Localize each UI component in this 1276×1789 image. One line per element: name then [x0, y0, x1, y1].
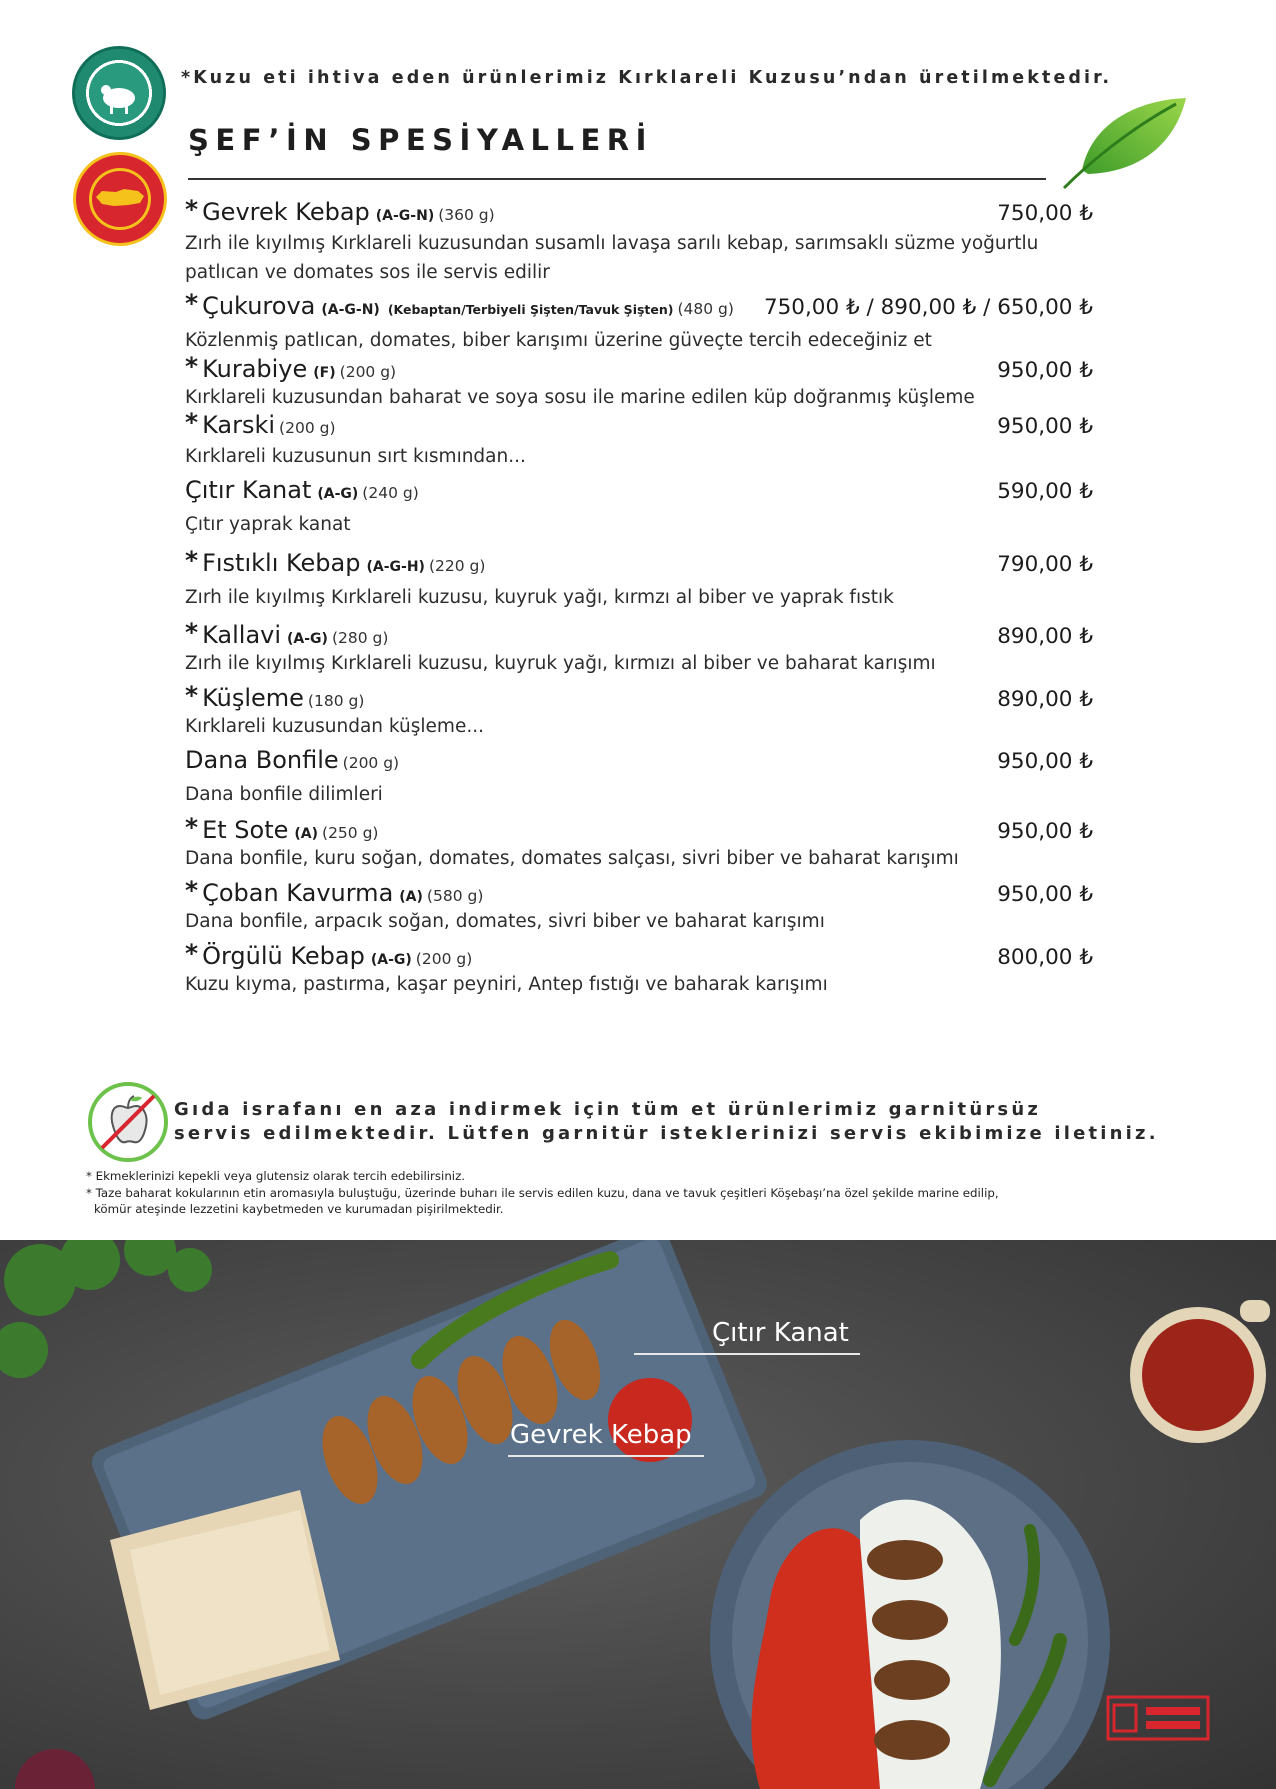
item-price: 890,00 ₺ [997, 624, 1093, 649]
item-description: Közlenmiş patlıcan, domates, biber karışımı üzerine güveçte tercih edeceğiniz et [185, 330, 932, 351]
item-description: Çıtır yaprak kanat [185, 514, 351, 535]
allergen-code: (A-G) [287, 631, 328, 647]
food-photo-illustration [0, 1240, 1276, 1789]
footnote-marinade-cont: kömür ateşinde lezzetini kaybetmeden ve kurumadan pişirilmektedir. [94, 1202, 504, 1216]
item-description: Kuzu kıyma, pastırma, kaşar peyniri, Antep fıstığı ve baharak karışımı [185, 974, 828, 995]
item-price: 750,00 ₺ / 890,00 ₺ / 650,00 ₺ [763, 295, 1093, 320]
item-name: Örgülü Kebap [202, 942, 365, 970]
yerli-uretim-stamp [1106, 1695, 1210, 1741]
title-divider [188, 178, 1046, 180]
footnote-bread: * Ekmeklerinizi kepekli veya glutensiz olarak tercih edebilirsiniz. [86, 1169, 466, 1183]
item-description: Kırklareli kuzusundan küşleme... [185, 716, 484, 737]
allergen-code: (A-G-N) [375, 208, 435, 224]
food-photo [0, 1240, 1276, 1789]
menu-item-fistikli-kebap [185, 548, 1093, 620]
item-name: Dana Bonfile [185, 746, 339, 774]
item-description: Zırh ile kıyılmış Kırklareli kuzusundan susamlı lavaşa sarılı kebap, sarımsaklı süzme yoğurtlu patlıcan ve domates sos ile servis edilir [185, 233, 1039, 283]
menu-item-citir-kanat [185, 476, 1093, 548]
item-description: Kırklareli kuzusundan baharat ve soya sosu ile marine edilen küp doğranmış küşleme [185, 387, 975, 408]
item-price: 950,00 ₺ [997, 749, 1093, 774]
item-weight: (180 g) [307, 692, 365, 710]
item-description: Dana bonfile dilimleri [185, 784, 383, 805]
item-price: 790,00 ₺ [997, 552, 1093, 577]
menu-item-et-sote [185, 815, 1093, 878]
menu-item-coban-kavurma [185, 878, 1093, 941]
item-name: Çıtır Kanat [185, 476, 312, 504]
star-marker: * [185, 195, 199, 224]
item-price: 950,00 ₺ [997, 819, 1093, 844]
section-title: ŞEF’İN SPESİYALLERİ [188, 123, 653, 157]
item-description: Dana bonfile, kuru soğan, domates, domates salçası, sivri biber ve baharat karışımı [185, 848, 959, 869]
item-name: Çoban Kavurma [202, 879, 394, 907]
menu-item-orgulu-kebap [185, 941, 1093, 1004]
cografi-isaret-logo [72, 151, 168, 247]
item-weight: (220 g) [428, 557, 486, 575]
star-marker: * [185, 408, 199, 437]
item-price: 950,00 ₺ [997, 414, 1093, 439]
item-name: Kurabiye [202, 355, 308, 383]
item-options: (Kebaptan/Terbiyeli Şişten/Tavuk Şişten) [387, 302, 674, 317]
item-description: Zırh ile kıyılmış Kırklareli kuzusu, kuyruk yağı, kırmızı al biber ve baharat karışımı [185, 653, 936, 674]
no-garnish-note [174, 1098, 1159, 1146]
kirklareli-kivircik-kuzusu-logo [72, 46, 166, 140]
allergen-code: (A-G-H) [366, 559, 425, 575]
allergen-code: (A-G) [317, 486, 359, 502]
star-marker: * [185, 352, 199, 381]
star-marker: * [185, 289, 199, 318]
item-description: Zırh ile kıyılmış Kırklareli kuzusu, kuyruk yağı, kırmzı al biber ve yaprak fıstık [185, 587, 894, 608]
kirklareli-lamb-note: *Kuzu eti ihtiva eden ürünlerimiz Kırklareli Kuzusu’ndan üretilmektedir. [181, 68, 1113, 88]
item-name: Fıstıklı Kebap [202, 549, 361, 577]
photo-label-rule [508, 1455, 704, 1457]
star-marker: * [185, 813, 199, 842]
menu-item-kurabiye [185, 354, 1093, 410]
star-marker: * [185, 546, 199, 575]
menu-item-gevrek-kebap [185, 197, 1093, 291]
item-name: Et Sote [202, 816, 289, 844]
item-weight: (250 g) [322, 824, 379, 842]
item-price: 590,00 ₺ [997, 479, 1093, 504]
star-marker: * [185, 939, 199, 968]
menu-item-kallavi [185, 620, 1093, 683]
item-weight: (200 g) [415, 950, 473, 968]
no-garnish-note-line-2: servis edilmektedir. Lütfen garnitür isteklerinizi servis ekibimize iletiniz. [174, 1123, 1159, 1144]
footnotes [86, 1168, 999, 1218]
menu-list [185, 197, 1093, 1004]
item-name: Kallavi [202, 621, 282, 649]
photo-label-rule [634, 1353, 860, 1355]
photo-label-citir-kanat: Çıtır Kanat [712, 1318, 849, 1348]
item-weight: (240 g) [362, 484, 419, 502]
leaf-icon [1058, 92, 1190, 192]
menu-item-karski [185, 410, 1093, 476]
star-marker: * [185, 876, 199, 905]
item-weight: (280 g) [331, 629, 389, 647]
star-marker: * [185, 618, 199, 647]
item-weight: (200 g) [342, 754, 400, 772]
item-name: Karski [202, 411, 276, 439]
star-marker: * [185, 681, 199, 710]
menu-item-dana-bonfile [185, 746, 1093, 815]
item-price: 750,00 ₺ [997, 201, 1093, 226]
item-weight: (200 g) [339, 363, 397, 381]
item-price: 950,00 ₺ [997, 358, 1093, 383]
footnote-marinade: * Taze baharat kokularının etin aromasıyla buluştuğu, üzerinde buharı ile servis edilen kuzu, dana ve tavuk çeşitleri Köşebaşı’na özel şekilde marine edilip, [86, 1185, 999, 1200]
item-description: Kırklareli kuzusunun sırt kısmından... [185, 446, 526, 467]
item-weight: (480 g) [677, 300, 734, 318]
item-weight: (580 g) [426, 887, 484, 905]
item-description: Dana bonfile, arpacık soğan, domates, sivri biber ve baharat karışımı [185, 911, 825, 932]
no-garnish-note-line-1: Gıda israfanı en aza indirmek için tüm et ürünlerimiz garnitürsüz [174, 1099, 1042, 1120]
allergen-code: (A) [294, 826, 319, 842]
photo-label-gevrek-kebap: Gevrek Kebap [510, 1420, 692, 1450]
allergen-code: (F) [313, 365, 336, 381]
allergen-code: (A-G) [370, 952, 412, 968]
item-name: Çukurova [202, 292, 316, 320]
item-name: Gevrek Kebap [202, 198, 370, 226]
menu-item-kusleme [185, 683, 1093, 746]
allergen-code: (A) [399, 889, 423, 905]
item-price: 950,00 ₺ [997, 882, 1093, 907]
item-weight: (360 g) [438, 206, 495, 224]
no-food-waste-icon [86, 1080, 170, 1164]
item-name: Küşleme [202, 684, 304, 712]
item-price: 800,00 ₺ [997, 945, 1093, 970]
item-weight: (200 g) [279, 419, 336, 437]
allergen-code: (A-G-N) [321, 302, 380, 318]
menu-item-cukurova [185, 291, 1093, 354]
item-price: 890,00 ₺ [997, 687, 1093, 712]
